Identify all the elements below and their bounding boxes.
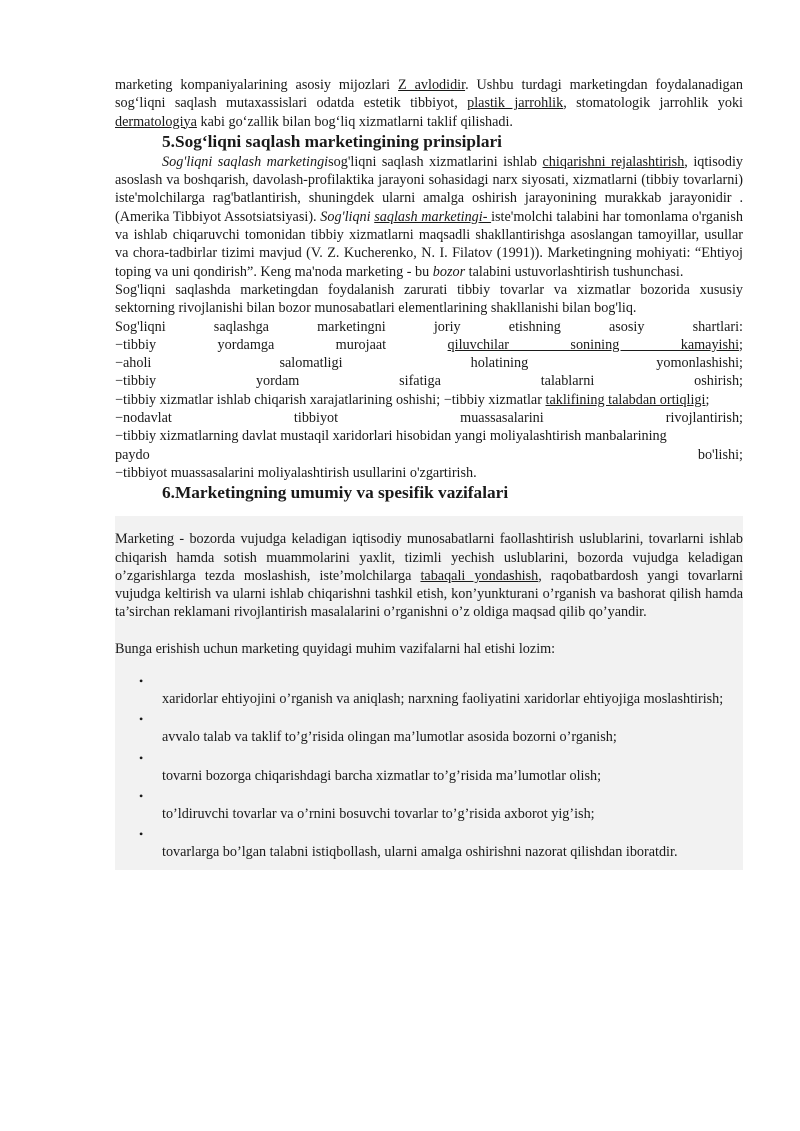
link-saqlash-marketingi[interactable]: saqlash marketingi- xyxy=(374,208,492,225)
task-list xyxy=(115,672,743,861)
list-item-text: xaridorlar ehtiyojini o’rganish va aniqlash; narxning faoliyatini xaridorlar ehtiyojiga moslashtirish; xyxy=(162,691,724,708)
condition-item: −nodavlat tibbiyot muassasalarini rivojlantirish; xyxy=(115,410,743,427)
list-item xyxy=(115,825,743,861)
paragraph-conditions-intro: Sog'liqni saqlashga marketingni joriy etishning asosiy shartlari: xyxy=(115,318,743,335)
text: Marketing - bozorda vujudga keladigan iqtisodiy munosabatlarni faollashtirish uslublarini, tovarlarni ishlab chiqarish hamda sotish muammolarini yaxlit, tizimli yechish uslublarini, bozorda vujudga keladigan o’zgarishlarga tezda moslashish, iste’molchilarga xyxy=(115,531,743,584)
heading-section-5: 5.Sog‘liqni saqlash marketingining prinsiplari xyxy=(162,131,502,151)
paragraph-necessity: Sog'liqni saqlashda marketingdan foydalanish zarurati tibbiy tovarlar va xizmatlar bozorida xususiy sektorning rivojlanishi bilan bozor munosabatlari elementlarining shakllanishi bilan bog'liq. xyxy=(115,281,743,317)
text: iste'molchi talabini har tomonlama o'rganish va ishlab chiqaruvchi tomonidan tibbiy xizmatlarni maqsadli shakllantirishga asoslangan tamoyillar, usullar va chora-tadbirlar tizimi mavjud (V. Z. Kucherenko, N. I. Filatov (1991)). Marketingning mohiyati: “Ehtiyoj toping va uni qondirish”. Keng ma'noda marketing - bu xyxy=(115,208,743,280)
link-z-avlodi[interactable]: Z avlodidir xyxy=(398,77,466,93)
text: ; xyxy=(705,391,710,408)
text: bo'lishi; xyxy=(697,446,743,463)
text: . Ushbu turdagi marketingdan foydalanadigan sog‘liqni saqlash mutaxassislari odatda estetik tibbiyot, xyxy=(115,77,743,112)
highlighted-block xyxy=(115,516,743,869)
bullet-icon: • xyxy=(139,750,144,765)
text: paydo xyxy=(115,446,150,463)
text: −tibbiy xizmatlar ishlab chiqarish xarajatlarining oshishi; −tibbiy xizmatlar xyxy=(115,391,546,408)
condition-item xyxy=(115,336,743,354)
link-tabaqali-yondashish[interactable]: tabaqali yondashish xyxy=(420,567,539,584)
paragraph-marketing-definition xyxy=(115,530,743,621)
heading-section-6: 6.Marketingning umumiy va spesifik vazifalari xyxy=(162,483,509,503)
text: sog'liqni saqlash xizmatlarini ishlab xyxy=(328,153,543,170)
term-italic: Sog'liqni xyxy=(320,208,375,225)
paragraph-intro xyxy=(115,76,743,131)
bullet-icon: • xyxy=(139,712,144,727)
text: , iqtisodiy asoslash va boshqarish, davolash-profilaktika jarayoni sohasidagi narx siyosati, xizmatlarni (tibbiy tovarlarni) iste'molchilarga rag'batlantirish, shuningdek ularni amalga oshirish jarayonining murakkab jarayonidir . (Amerika Tibbiyot Assotsiatsiyasi). xyxy=(115,153,743,225)
list-item xyxy=(115,787,743,823)
condition-item: −aholi salomatligi holatining yomonlashishi; xyxy=(115,355,743,372)
paragraph-tasks-intro: Bunga erishish uchun marketing quyidagi muhim vazifalarni hal etishi lozim: xyxy=(115,640,556,657)
list-item-text: to’ldiruvchi tovarlar va o’rnini bosuvchi tovarlar to’g’risida axborot yig’ish; xyxy=(162,805,595,822)
paragraph-principles xyxy=(115,153,743,281)
link-plastik-jarrohlik[interactable]: plastik jarrohlik xyxy=(467,95,564,112)
condition-item: −tibbiyot muassasalarini moliyalashtirish usullarini o'zgartirish. xyxy=(115,464,477,481)
list-item xyxy=(115,672,743,708)
text: −tibbiy yordamga murojaat xyxy=(115,336,448,353)
list-item-text: tovarlarga bo’lgan talabni istiqbollash, ularni amalga oshirishni nazorat qilishdan iboratdir. xyxy=(162,844,678,861)
term-italic: bozor xyxy=(432,263,466,280)
list-item xyxy=(115,710,743,746)
bullet-icon: • xyxy=(139,827,144,842)
text: , stomatologik jarrohlik yoki xyxy=(563,95,744,112)
text: ; xyxy=(739,336,743,353)
link-murojaat-kamayishi[interactable]: qiluvchilar sonining kamayishi xyxy=(447,336,740,353)
document-page xyxy=(115,76,743,870)
link-dermatologiya[interactable]: dermatologiya xyxy=(115,113,197,130)
text: , raqobatbardosh yangi tovarlarni vujudga keltirish va ularni ishlab chiqarishni tashkil etish, kon’yunkturani o’rganish va bashorat qilish hamda ta’sirchan reklamani rivojlantirish masalalarini o’rganishni o’z oldiga maqsad qilib qo’yandir. xyxy=(115,567,743,621)
list-item xyxy=(115,749,743,785)
condition-item: −tibbiy xizmatlarning davlat mustaqil xaridorlari hisobidan yangi moliyalashtirish manbalarining xyxy=(115,428,667,445)
condition-item xyxy=(115,391,743,409)
list-item-text: avvalo talab va taklif to’g’risida olingan ma’lumotlar asosida bozorni o’rganish; xyxy=(162,729,617,746)
text: kabi go‘zallik bilan bog‘liq xizmatlarni taklif qilishadi. xyxy=(196,113,513,130)
bullet-icon: • xyxy=(139,674,144,689)
term-italic: Sog'liqni saqlash marketingi xyxy=(162,153,329,170)
condition-item: −tibbiy yordam sifatiga talablarni oshirish; xyxy=(115,373,743,390)
condition-item-continued xyxy=(115,446,743,464)
link-rejalashtirish[interactable]: chiqarishni rejalashtirish xyxy=(542,153,685,170)
text: talabini ustuvorlashtirish tushunchasi. xyxy=(465,263,684,280)
list-item-text: tovarni bozorga chiqarishdagi barcha xizmatlar to’g’risida ma’lumotlar olish; xyxy=(162,767,602,784)
bullet-icon: • xyxy=(139,788,144,803)
text: marketing kompaniyalarining asosiy mijozlari xyxy=(115,77,399,93)
link-taklif-ortiqligi[interactable]: taklifining talabdan ortiqligi xyxy=(545,391,706,408)
